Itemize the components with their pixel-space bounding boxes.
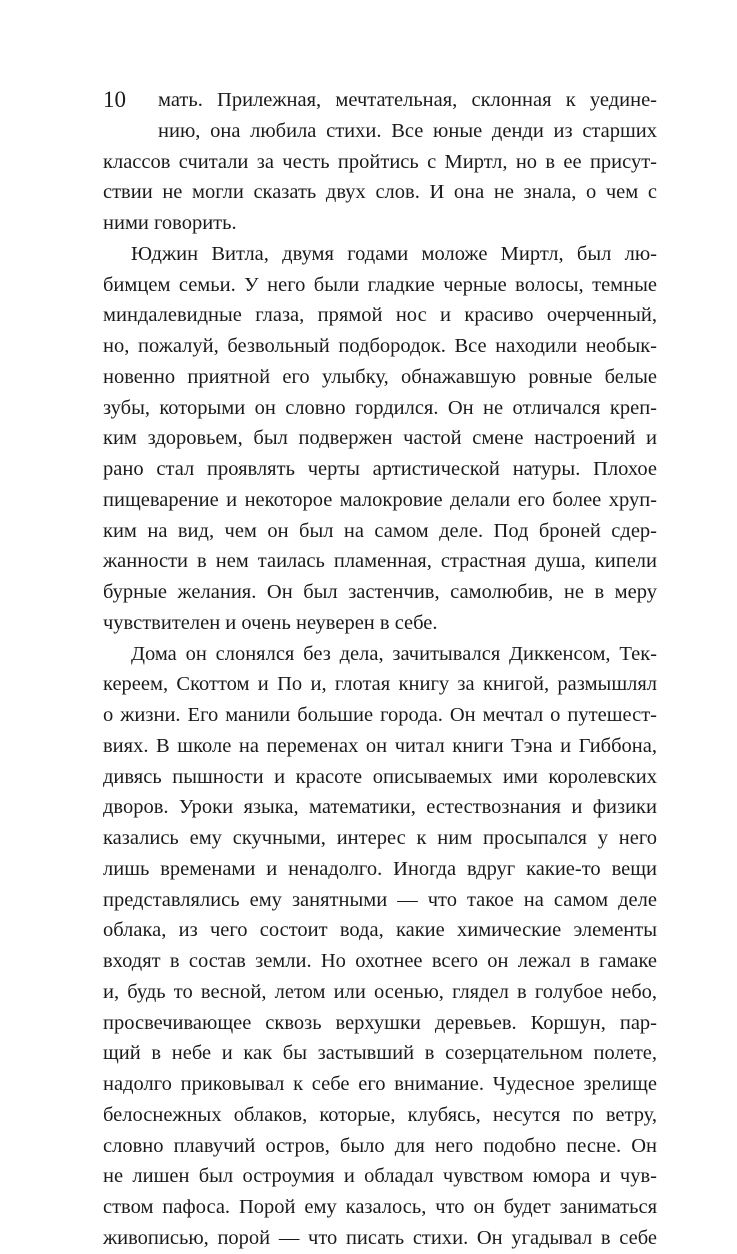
- text-line: пищеварение и некоторое малокровие делали его более хруп-: [103, 488, 657, 511]
- text-line: входят в состав земли. Но охотнее всего он лежал в гамаке: [103, 950, 657, 972]
- text-line: ством пафоса. Порой ему казалось, что он будет заниматься: [103, 1196, 657, 1218]
- text-line: ким на вид, чем он был на самом деле. Под броней сдер-: [103, 519, 657, 542]
- text-line: Дома он слонялся без дела, зачитывался Диккенсом, Тек-: [131, 642, 657, 665]
- text-line: живописью, порой — что писать стихи. Он угадывал в себе: [103, 1226, 657, 1249]
- text-line: представлялись ему занятными — что такое на самом деле: [103, 888, 657, 911]
- text-line: лишь временами и ненадолго. Иногда вдруг какие-то вещи: [103, 857, 657, 880]
- text-line: казались ему скучными, интерес к ним просыпался у него: [103, 827, 657, 849]
- text-line: рано стал проявлять черты артистической натуры. Плохое: [103, 458, 657, 480]
- text-line: щий в небе и как бы застывший в созерцательном полете,: [103, 1042, 657, 1065]
- text-line: миндалевидные глаза, прямой нос и красиво очерченный,: [103, 304, 657, 327]
- text-line: словно плавучий остров, было для него подобно песне. Он: [103, 1134, 657, 1157]
- text-line: бурные желания. Он был застенчив, самолюбив, не в меру: [103, 581, 657, 603]
- text-line: нию, она любила стихи. Все юные денди из старших: [158, 119, 657, 142]
- text-line: кереем, Скоттом и По и, глотая книгу за книгой, размышлял: [103, 673, 657, 696]
- text-line: дивясь пышности и красоте описываемых ими королевских: [103, 765, 657, 788]
- text-line: новенно приятной его улыбку, обнажавшую ровные белые: [103, 365, 657, 388]
- text-line: бимцем семьи. У него были гладкие черные волосы, темные: [103, 273, 657, 296]
- text-line: классов считали за честь пройтись с Миртл, но в ее присут-: [103, 150, 657, 173]
- text-line: жанности в нем таилась пламенная, страстная душа, кипели: [103, 550, 657, 573]
- text-line: ними говорить.: [103, 212, 237, 234]
- text-line: чувствителен и очень неуверен в себе.: [103, 611, 438, 634]
- text-line: просвечивающее сквозь верхушки деревьев. Коршун, пар-: [103, 1011, 657, 1034]
- text-line: надолго приковывал к себе его внимание. Чудесное зрелище: [103, 1073, 657, 1095]
- text-line: ствии не могли сказать двух слов. И она не знала, о чем с: [103, 181, 657, 204]
- text-body: [103, 85, 657, 1254]
- text-line: ким здоровьем, был подвержен частой смене настроений и: [103, 427, 657, 450]
- text-line: зубы, которыми он словно гордился. Он не отличался креп-: [103, 396, 657, 419]
- text-line: облака, из чего состоит вода, какие химические элементы: [103, 919, 657, 942]
- text-line: Юджин Витла, двумя годами моложе Миртл, был лю-: [131, 242, 657, 265]
- text-line: мать. Прилежная, мечтательная, склонная к уедине-: [158, 89, 657, 111]
- text-line: и, будь то весной, летом или осенью, глядел в голубое небо,: [103, 980, 657, 1003]
- text-line: не лишен был остроумия и обладал чувством юмора и чув-: [103, 1165, 657, 1188]
- text-line: но, пожалуй, безвольный подбородок. Все находили необык-: [103, 335, 657, 357]
- text-line: о жизни. Его манили большие города. Он мечтал о путешест-: [103, 704, 657, 726]
- text-line: виях. В школе на переменах он читал книги Тэна и Гиббона,: [103, 734, 657, 757]
- text-line: дворов. Уроки языка, математики, естествознания и физики: [103, 796, 657, 819]
- page-number: 10: [103, 87, 126, 112]
- text-line: белоснежных облаков, которые, клубясь, несутся по ветру,: [103, 1103, 657, 1126]
